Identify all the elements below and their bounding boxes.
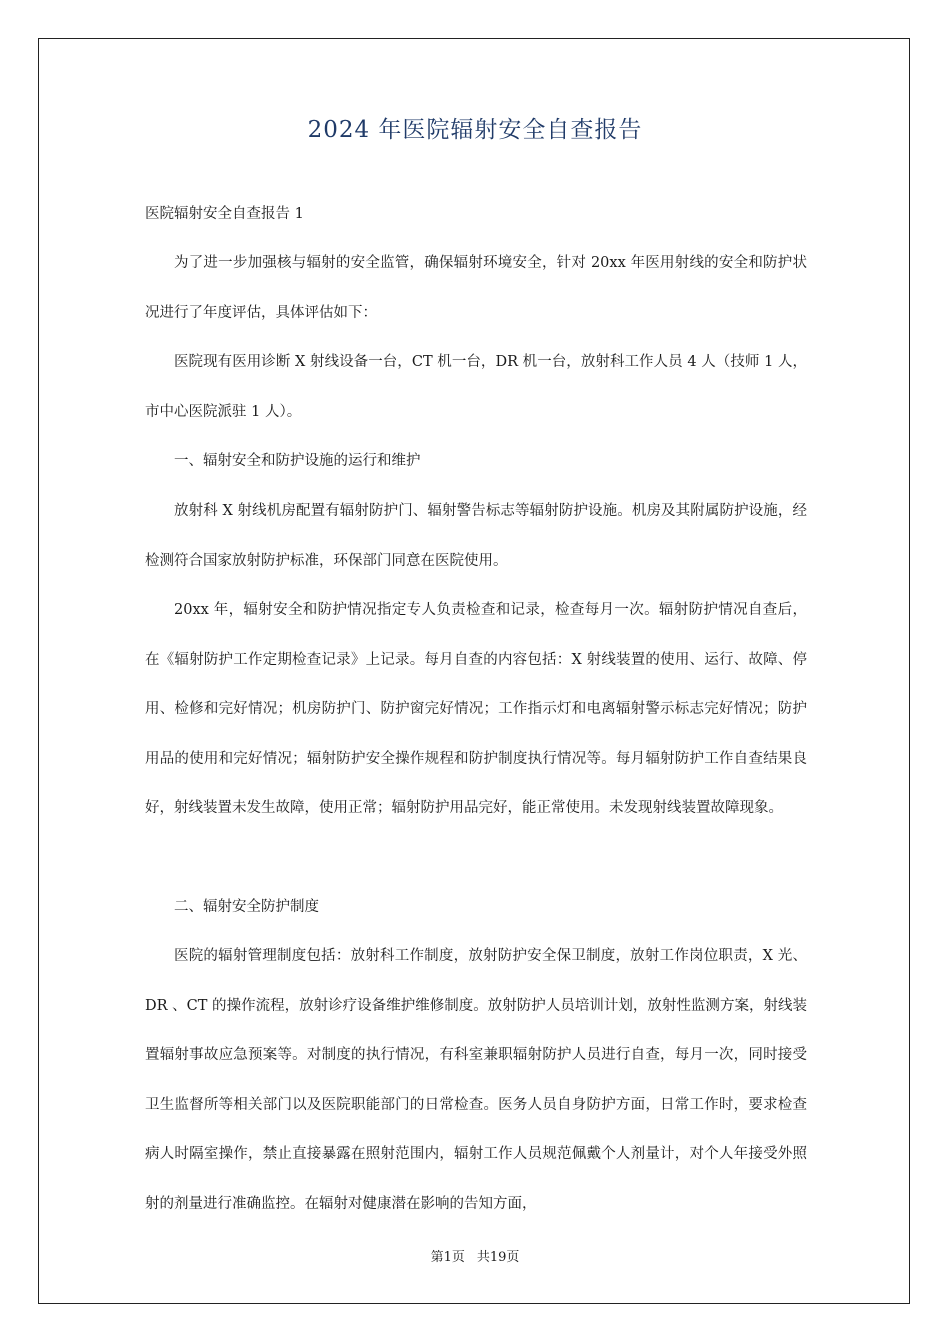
paragraph-intro: 为了进一步加强核与辐射的安全监管，确保辐射环境安全，针对 20xx 年医用射线的安全和防护状况进行了年度评估，具体评估如下： <box>145 255 807 321</box>
paragraph-system: 医院的辐射管理制度包括：放射科工作制度，放射防护安全保卫制度，放射工作岗位职责，X 光、DR 、CT 的操作流程，放射诊疗设备维护维修制度。放射防护人员培训计划，放射性监测方案，射线装置辐射事故应急预案等。对制度的执行情况，有科室兼职辐射防护人员进行自查，每月一次，同时接受卫生监督所等相关部门以及医院职能部门的日常检查。医务人员自身防护方面，日常工作时，要求检查病人时隔室操作，禁止直接暴露在照射范围内，辐射工作人员规范佩戴个人剂量计，对个人年接受外照射的剂量进行准确监控。在辐射对健康潜在影响的告知方面， <box>145 948 807 1212</box>
section-heading: 医院辐射安全自查报告 1 <box>145 206 304 222</box>
page-total: 共19页 <box>476 1250 520 1265</box>
page-footer <box>0 1248 950 1268</box>
subheading-system: 二、辐射安全防护制度 <box>174 899 319 915</box>
paragraph-monthly-check: 20xx 年，辐射安全和防护情况指定专人负责检查和记录，检查每月一次。辐射防护情况自查后，在《辐射防护工作定期检查记录》上记录。每月自查的内容包括：X 射线装置的使用、运行、故障、停用、检修和完好情况；机房防护门、防护窗完好情况；工作指示灯和电离辐射警示标志完好情况；防护用品的使用和完好情况；辐射防护安全操作规程和防护制度执行情况等。每月辐射防护工作自查结果良好，射线装置未发生故障，使用正常；辐射防护用品完好，能正常使用。未发现射线装置故障现象。 <box>145 602 807 816</box>
document-title: 2024 年医院辐射安全自查报告 <box>307 117 643 143</box>
subheading-facilities: 一、辐射安全和防护设施的运行和维护 <box>174 453 421 469</box>
paragraph-equipment: 医院现有医用诊断 X 射线设备一台，CT 机一台，DR 机一台，放射科工作人员 4 人（技师 1 人，市中心医院派驻 1 人）。 <box>145 354 807 420</box>
paragraph-facilities: 放射科 X 射线机房配置有辐射防护门、辐射警告标志等辐射防护设施。机房及其附属防护设施，经检测符合国家放射防护标准，环保部门同意在医院使用。 <box>145 503 807 569</box>
page-number: 第1页 <box>430 1250 465 1265</box>
